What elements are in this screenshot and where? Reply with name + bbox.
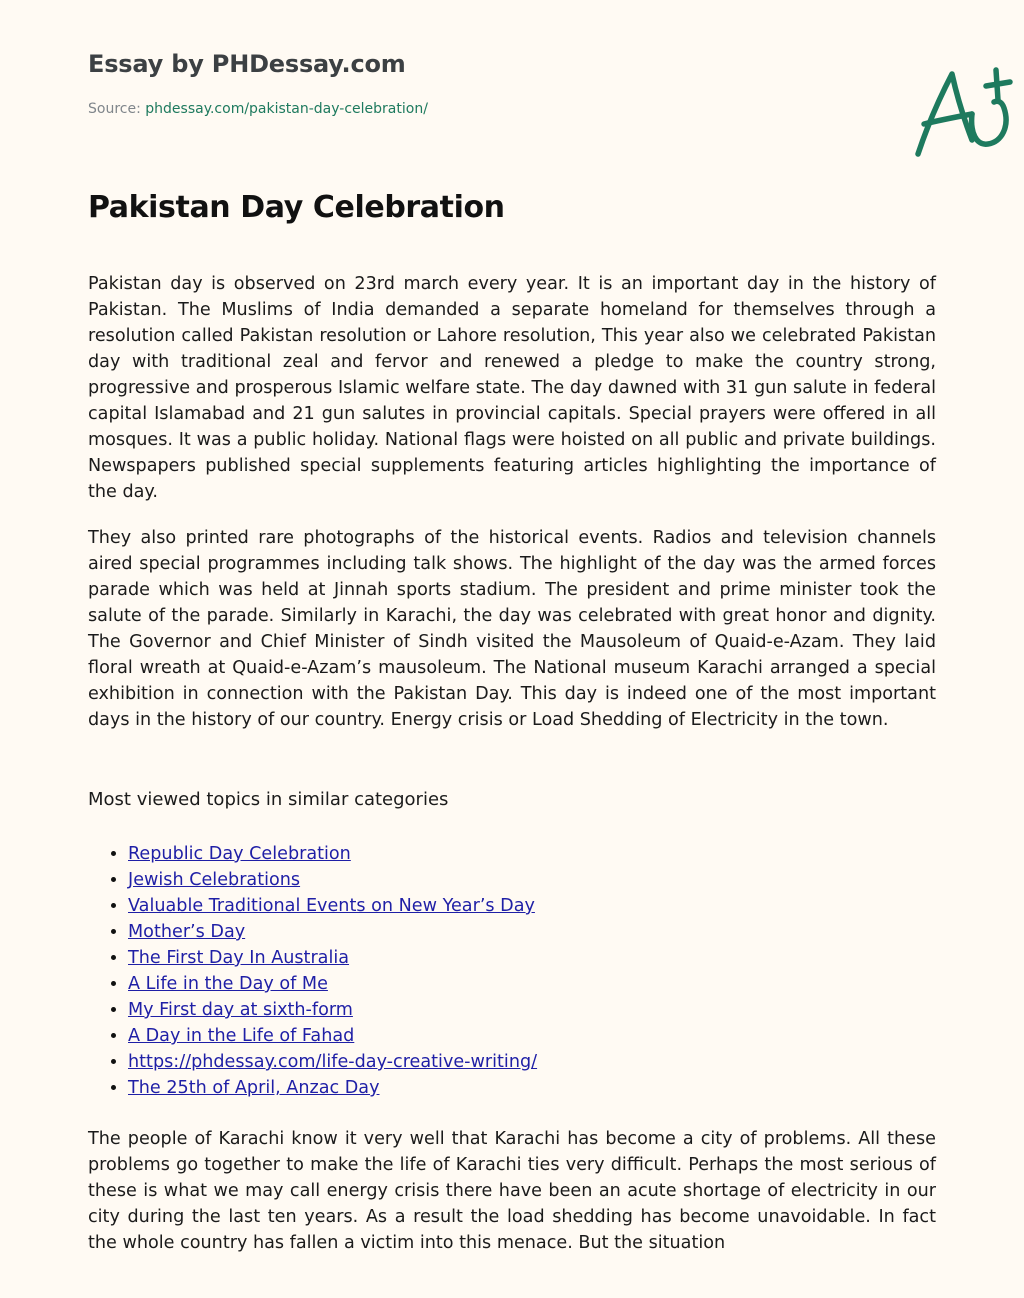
related-topic-link[interactable]: A Day in the Life of Fahad — [128, 1026, 355, 1046]
related-topic-link[interactable]: https://phdessay.com/life-day-creative-writing/ — [128, 1052, 538, 1072]
related-topic-link[interactable]: Mother’s Day — [128, 922, 246, 942]
related-topics-list — [88, 841, 537, 1101]
related-topic-item — [128, 867, 537, 893]
site-brand: Essay by PHDessay.com — [88, 50, 406, 78]
related-topic-link[interactable]: Jewish Celebrations — [128, 870, 301, 890]
essay-paragraph: They also printed rare photographs of the historical events. Radios and television channels aired special programmes including talk shows. The highlight of the day was the armed forces parade which was held at Jinnah sports stadium. The president and prime minister took the salute of the parade. Similarly in Karachi, the day was celebrated with great honor and dignity. The Governor and Chief Minister of Sindh visited the Mausoleum of Quaid-e-Azam. They laid floral wreath at Quaid-e-Azam’s mausoleum. The National museum Karachi arranged a special exhibition in connection with the Pakistan Day. This day is indeed one of the most important days in the history of our country. Energy crisis or Load Shedding of Electricity in the town. — [88, 528, 936, 730]
source-line — [88, 101, 428, 117]
related-topic-item — [128, 971, 537, 997]
source-label: Source: — [88, 101, 141, 117]
essay-paragraph: The people of Karachi know it very well that Karachi has become a city of problems. All these problems go together to make the life of Karachi ties very difficult. Perhaps the most serious of these is what we may call energy crisis there have been an acute shortage of electricity in our city during the last ten years. As a result the load shedding has become unavoidable. In fact the whole country has fallen a victim into this menace. But the situation — [88, 1129, 936, 1253]
related-topic-link[interactable]: My First day at sixth-form — [128, 1000, 353, 1020]
essay-paragraph: Pakistan day is observed on 23rd march every year. It is an important day in the history of Pakistan. The Muslims of India demanded a separate homeland for themselves through a resolution called Pakistan resolution or Lahore resolution, This year also we celebrated Pakistan day with traditional zeal and fervor and renewed a pledge to make the country strong, progressive and prosperous Islamic welfare state. The day dawned with 31 gun salute in federal capital Islamabad and 21 gun salutes in provincial capitals. Special prayers were offered in all mosques. It was a public holiday. National flags were hoisted on all public and private buildings. Newspapers published special supplements featuring articles highlighting the importance of the day. — [88, 274, 936, 502]
related-topic-item — [128, 841, 537, 867]
essay-title: Pakistan Day Celebration — [88, 190, 505, 225]
related-topic-item — [128, 1075, 537, 1101]
related-topic-link[interactable]: The First Day In Australia — [128, 948, 350, 968]
related-topic-link[interactable]: A Life in the Day of Me — [128, 974, 328, 994]
related-topic-item — [128, 997, 537, 1023]
related-topic-item — [128, 1049, 537, 1075]
related-topic-link[interactable]: Republic Day Celebration — [128, 844, 351, 864]
source-link[interactable]: phdessay.com/pakistan-day-celebration/ — [145, 101, 428, 117]
related-topic-item — [128, 1023, 537, 1049]
a-plus-grade-icon — [910, 62, 1020, 162]
related-topic-item — [128, 945, 537, 971]
related-topic-item — [128, 893, 537, 919]
related-topic-item — [128, 919, 537, 945]
related-topics-heading: Most viewed topics in similar categories — [88, 789, 449, 810]
related-topic-link[interactable]: Valuable Traditional Events on New Year’s Day — [128, 896, 535, 916]
related-topic-link[interactable]: The 25th of April, Anzac Day — [128, 1078, 380, 1098]
